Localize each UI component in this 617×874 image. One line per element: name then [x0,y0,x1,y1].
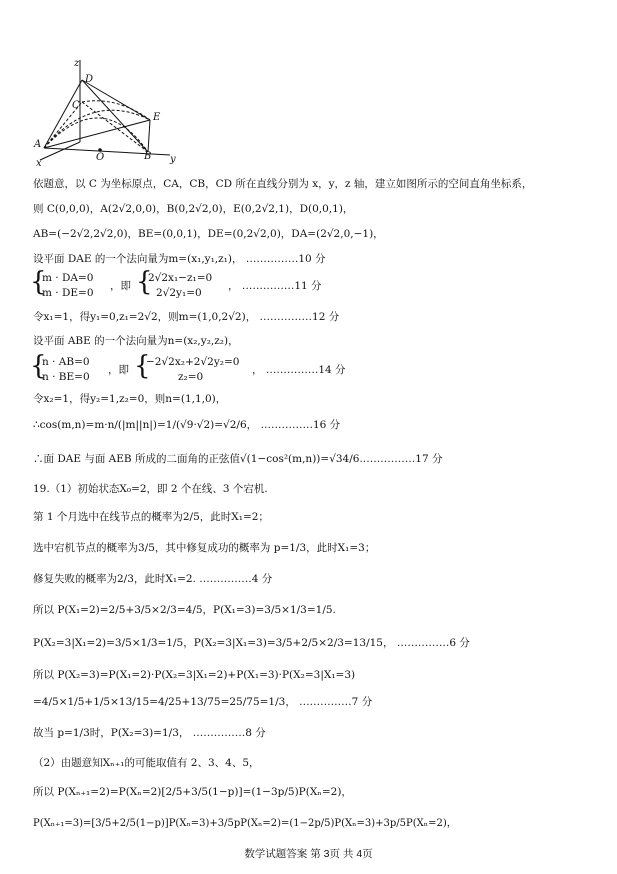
text-line: 则 C(0,0,0)，A(2√2,0,0)，B(0,2√2,0)，E(0,2√2,1)，D(0,0,1)， [33,203,354,215]
text-line: 所以 P(Xₙ₊₁=2)=P(Xₙ=2)[2/5+3/5(1−p)]=(1−3p/5)P(Xₙ=2)， [33,786,352,798]
brace: { [30,267,47,297]
system-row: 2√2y₁=0 [156,287,202,299]
label-O: O [96,152,105,163]
system-row: 2√2x₁−z₁=0 [148,272,213,284]
label-C: C [72,100,80,111]
label-A: A [34,139,42,150]
system-tail: ， ……………14 分 [252,364,346,376]
label-E: E [153,112,161,123]
system-row: n · AB=0 [42,356,90,368]
text-line: 所以 P(X₁=2)=2/5+3/5×2/3=4/5，P(X₁=3)=3/5×1/3=1/5. [33,604,336,616]
text-line: 19.（1）初始状态X₀=2，即 2 个在线、3 个宕机. [33,483,268,495]
system-connector: ，即 [108,364,129,376]
system-row: m · DE=0 [42,287,94,299]
text-line: 选中宕机节点的概率为3/5，其中修复成功的概率为 p=1/3，此时X₁=3； [33,542,376,554]
system-connector: ，即 [110,280,131,292]
text-line: 第 1 个月选中在线节点的概率为2/5，此时X₁=2； [33,511,269,523]
brace: { [134,351,151,381]
text-line: 故当 p=1/3时，P(X₂=3)=1/3， ……………8 分 [33,727,266,739]
text-line: 所以 P(X₂=3)=P(X₁=2)·P(X₂=3|X₁=2)+P(X₁=3)·P(X₂=3|X₁=3) [33,669,356,681]
text-line: 令x₂=1，得y₂=1,z₂=0，则n=(1,1,0)， [33,393,227,405]
text-line: （2）由题意知Xₙ₊₁的可能取值有 2、3、4、5， [33,757,260,769]
text-line: ∴cos(m,n)=m·n/(|m||n|)=1/(√9·√2)=√2/6， ……………16 分 [33,419,341,431]
system-row: n · BE=0 [42,371,90,383]
text-line: AB=(−2√2,2√2,0)，BE=(0,0,1)，DE=(0,2√2,0)，DA=(2√2,0,−1)， [33,228,384,240]
system-row: m · DA=0 [42,272,94,284]
page-footer: 数学试题答案 第 3页 共 4页 [244,848,373,860]
system-row: z₂=0 [178,371,204,383]
text-line: 令x₁=1，得y₁=0,z₁=2√2，则m=(1,0,2√2)， ……………12 分 [33,311,340,323]
label-x: x [36,158,42,168]
text-line: 设平面 ABE 的一个法向量为n=(x₂,y₂,z₂)， [33,335,239,347]
text-line: P(X₂=3|X₁=2)=3/5×1/3=1/5，P(X₂=3|X₁=3)=3/5+2/5×2/3=13/15， ……………6 分 [33,637,470,649]
text-line: =4/5×1/5+1/5×13/15=4/25+13/75=25/75=1/3， ……………7 分 [33,696,373,708]
brace: { [30,351,47,381]
coordinate-figure [32,56,182,168]
text-line: ∴面 DAE 与面 AEB 所成的二面角的正弦值√(1−cos²(m,n))=√34/6.……………17 分 [33,453,443,465]
label-B: B [144,151,152,162]
text-line: 修复失败的概率为2/3，此时X₁=2. ……………4 分 [33,573,273,585]
label-z: z [74,58,80,69]
system-tail: ， ……………11 分 [228,280,322,292]
label-D: D [85,74,94,85]
label-y: y [170,154,176,165]
text-line: 设平面 DAE 的一个法向量为m=(x₁,y₁,z₁)， ……………10 分 [33,253,326,265]
text-line: P(Xₙ₊₁=3)=[3/5+2/5(1−p)]P(Xₙ=3)+3/5pP(Xₙ=2)=(1−2p/5)P(Xₙ=3)+3p/5P(Xₙ=2)， [33,818,457,829]
brace: { [136,267,153,297]
system-row: −2√2x₂+2√2y₂=0 [146,356,240,368]
text-line: 依题意，以 C 为坐标原点，CA，CB，CD 所在直线分别为 x，y，z 轴，建立如图所示的空间直角坐标系， [33,178,533,190]
